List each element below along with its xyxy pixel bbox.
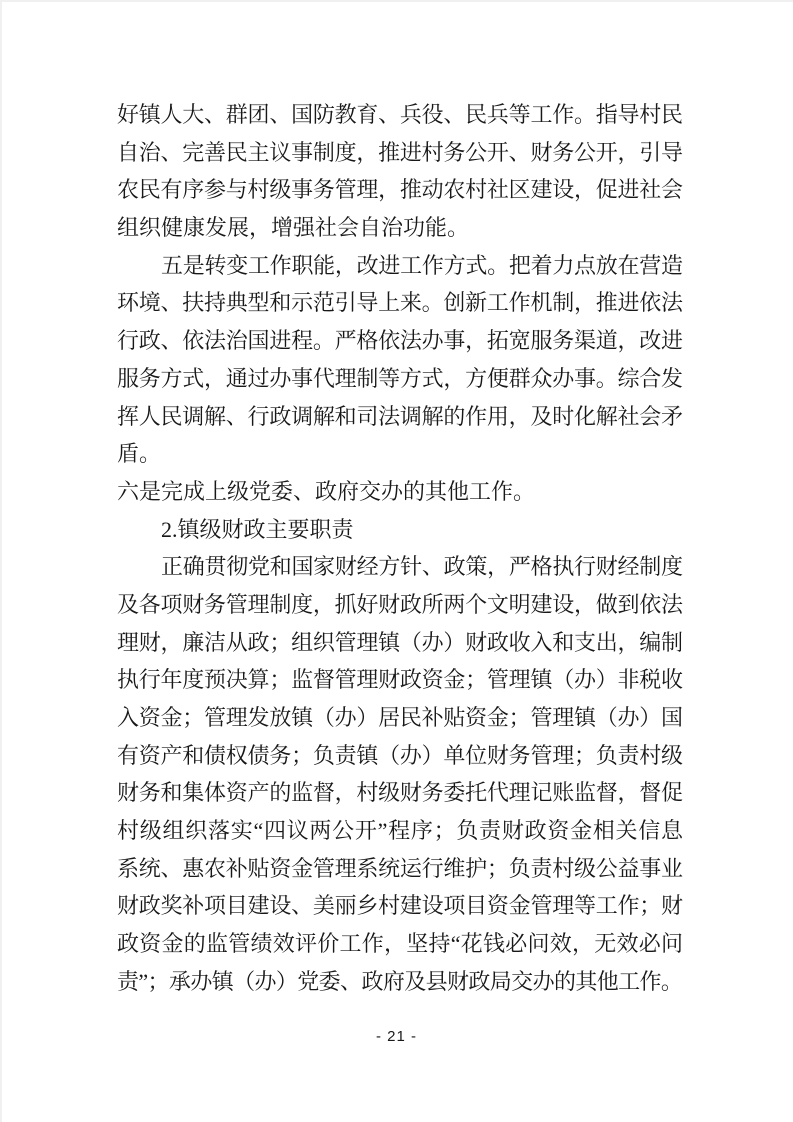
para-town-duties-continuation [117, 96, 683, 247]
text-line [117, 134, 683, 172]
text-line-content: 系统、惠农补贴资金管理系统运行维护；负责村级公益事业 [117, 855, 683, 881]
text-line [117, 284, 683, 322]
text-line [117, 963, 683, 1001]
text-line-content: 理财，廉洁从政；组织管理镇（办）财政收入和支出，编制 [117, 629, 683, 655]
text-line-content: 政资金的监管绩效评价工作，坚持“花钱必问效，无效必问 [117, 931, 684, 957]
text-line [117, 850, 683, 888]
text-line [117, 473, 683, 511]
text-line [117, 548, 683, 586]
page-footer [0, 1028, 793, 1046]
text-line [117, 699, 683, 737]
text-line-content: 责”；承办镇（办）党委、政府及县财政局交办的其他工作。 [117, 968, 683, 994]
text-line [117, 737, 683, 775]
page-number: - 21 - [375, 1028, 417, 1045]
text-line-content: 2.镇级财政主要职责 [161, 516, 354, 542]
text-line-content: 盾。 [117, 441, 162, 467]
text-line [117, 661, 683, 699]
text-line [117, 247, 683, 285]
text-line [117, 171, 683, 209]
text-line [117, 774, 683, 812]
text-line [117, 360, 683, 398]
text-line-content: 有资产和债权债务；负责镇（办）单位财务管理；负责村级 [117, 742, 683, 768]
para-finance-duties [117, 548, 683, 1000]
text-line [117, 887, 683, 925]
text-block [117, 96, 683, 1001]
text-line-content: 及各项财务管理制度，抓好财政所两个文明建设，做到依法 [117, 591, 683, 617]
text-line-content: 组织健康发展，增强社会自治功能。 [117, 215, 470, 241]
text-line-content: 行政、依法治国进程。严格依法办事，拓宽服务渠道，改进 [117, 328, 683, 354]
text-line [117, 96, 683, 134]
text-line [117, 398, 683, 436]
text-line [117, 925, 683, 963]
text-line-content: 执行年度预决算；监督管理财政资金；管理镇（办）非税收 [117, 667, 683, 693]
text-line-content: 财政奖补项目建设、美丽乡村建设项目资金管理等工作；财 [117, 893, 683, 919]
text-line [117, 812, 683, 850]
text-line-content: 六是完成上级党委、政府交办的其他工作。 [117, 478, 536, 504]
text-line-content: 自治、完善民主议事制度，推进村务公开、财务公开，引导 [117, 139, 683, 165]
text-line-content: 村级组织落实“四议两公开”程序；负责财政资金相关信息 [117, 818, 684, 844]
text-line-content: 正确贯彻党和国家财经方针、政策，严格执行财经制度 [161, 554, 683, 580]
para-heading-town-finance [117, 511, 683, 549]
text-line [117, 624, 683, 662]
text-line [117, 209, 683, 247]
text-line [117, 435, 683, 473]
text-line-content: 财务和集体资产的监督，村级财务委托代理记账监督，督促 [117, 780, 683, 806]
text-line-content: 农民有序参与村级事务管理，推动农村社区建设，促进社会 [117, 177, 683, 203]
text-line [117, 322, 683, 360]
text-line-content: 挥人民调解、行政调解和司法调解的作用，及时化解社会矛 [117, 403, 683, 429]
para-item-six [117, 473, 683, 511]
para-item-five [117, 247, 683, 473]
text-line [117, 511, 683, 549]
text-line-content: 服务方式，通过办事代理制等方式，方便群众办事。综合发 [117, 365, 683, 391]
text-line-content: 好镇人大、群团、国防教育、兵役、民兵等工作。指导村民 [117, 102, 683, 127]
text-line-content: 入资金；管理发放镇（办）居民补贴资金；管理镇（办）国 [117, 705, 683, 730]
text-line-content: 五是转变工作职能，改进工作方式。把着力点放在营造 [161, 252, 683, 278]
text-line [117, 586, 683, 624]
text-line-content: 环境、扶持典型和示范引导上来。创新工作机制，推进依法 [117, 290, 683, 316]
